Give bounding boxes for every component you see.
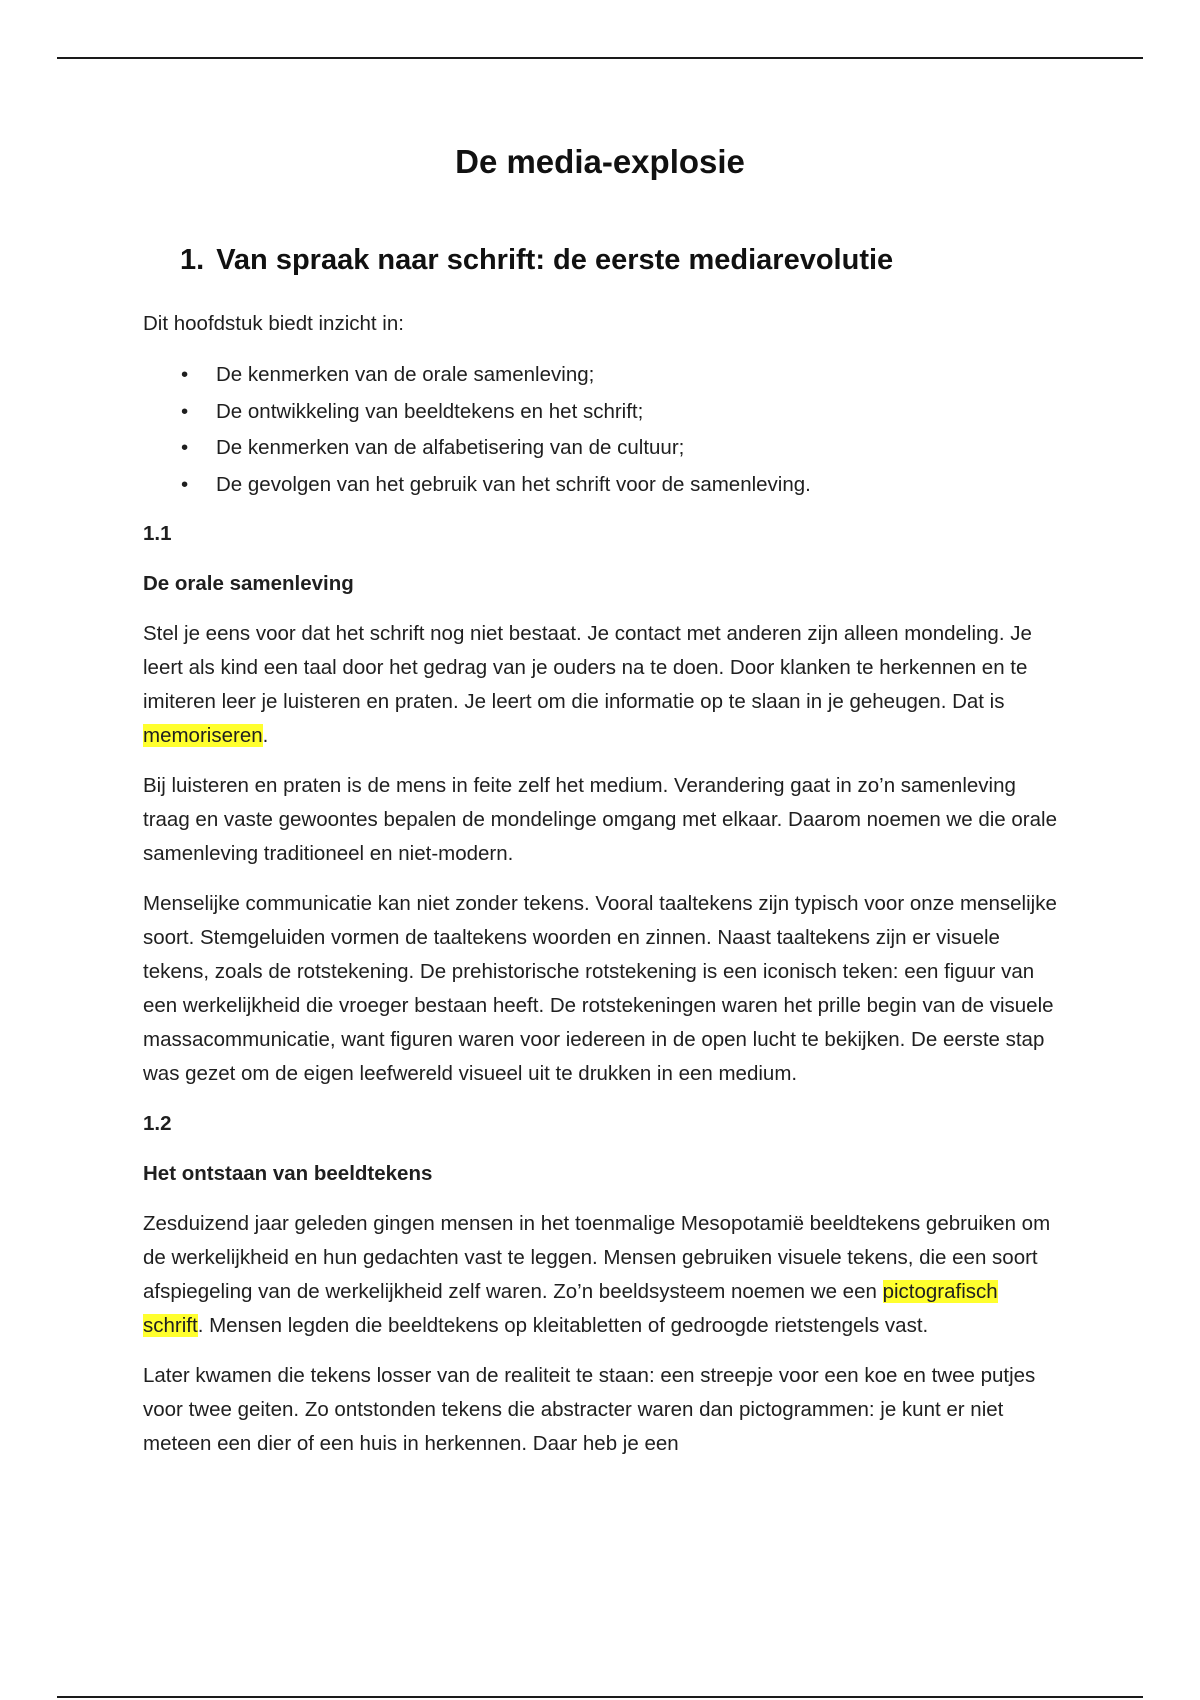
document-title: De media-explosie xyxy=(455,143,745,180)
chapter-heading xyxy=(180,244,893,277)
paragraph: Stel je eens voor dat het schrift nog niet bestaat. Je contact met anderen zijn alleen mondeling. Je leert als kind een taal door het gedrag van je ouders na te doen. Door klanken te herkennen en te imiteren leer je luisteren en praten. Je leert om die informatie op te slaan in je geheugen. Dat is memoriseren. xyxy=(143,622,1032,747)
section-title: Het ontstaan van beeldtekens xyxy=(143,1162,433,1185)
highlighted-term: memoriseren xyxy=(143,724,263,747)
list-item: • De kenmerken van de alfabetisering van de cultuur; xyxy=(143,430,1063,467)
section-title: De orale samenleving xyxy=(143,572,354,595)
footer-rule xyxy=(57,1696,1143,1698)
document-body xyxy=(143,307,1063,1477)
list-item: • De ontwikkeling van beeldtekens en het schrift; xyxy=(143,394,1063,431)
section-number: 1.1 xyxy=(143,522,172,545)
chapter-title: Van spraak naar schrift: de eerste mediarevolutie xyxy=(216,244,894,276)
bullet-icon: • xyxy=(181,399,189,423)
paragraph: Later kwamen die tekens losser van de realiteit te staan: een streepje voor een koe en twee putjes voor twee geiten. Zo ontstonden tekens die abstracter waren dan pictogrammen: je kunt er niet meteen een dier of een huis in herkennen. Daar heb je een xyxy=(143,1364,1036,1455)
highlighted-term: pictografisch schrift xyxy=(143,1280,998,1337)
section-number: 1.2 xyxy=(143,1112,172,1135)
list-item: • De gevolgen van het gebruik van het schrift voor de samenleving. xyxy=(143,467,1063,504)
paragraph: Bij luisteren en praten is de mens in feite zelf het medium. Verandering gaat in zo’n samenleving traag en vaste gewoontes bepalen de mondelinge omgang met elkaar. Daarom noemen we die orale samenleving traditioneel en niet-modern. xyxy=(143,774,1057,865)
paragraph: Menselijke communicatie kan niet zonder tekens. Vooral taaltekens zijn typisch voor onze menselijke soort. Stemgeluiden vormen de taaltekens woorden en zinnen. Naast taaltekens zijn er visuele tekens, zoals de rotstekening. De prehistorische rotstekening is een iconisch teken: een figuur van een werkelijkheid die vroeger bestaan heeft. De rotstekeningen waren het prille begin van de visuele massacommunicatie, want figuren waren voor iedereen in de open lucht te bekijken. De eerste stap was gezet om de eigen leefwereld visueel uit te drukken in een medium. xyxy=(143,892,1057,1085)
chapter-number: 1. xyxy=(180,244,205,276)
bullet-icon: • xyxy=(181,472,189,496)
intro-text: Dit hoofdstuk biedt inzicht in: xyxy=(143,312,404,335)
learning-goals-list xyxy=(143,357,1063,503)
header-rule xyxy=(57,57,1143,59)
bullet-icon: • xyxy=(181,363,189,386)
list-item: • De kenmerken van de orale samenleving; xyxy=(143,357,1063,394)
bullet-icon: • xyxy=(181,436,189,459)
paragraph: Zesduizend jaar geleden gingen mensen in het toenmalige Mesopotamië beeldtekens gebruiken om de werkelijkheid en hun gedachten vast te leggen. Mensen gebruiken visuele tekens, die een soort afspiegeling van de werkelijkheid zelf waren. Zo’n beeldsysteem noemen we een pictografisch schrift. Mensen legden die beeldtekens op kleitabletten of gedroogde rietstengels vast. xyxy=(143,1212,1051,1337)
